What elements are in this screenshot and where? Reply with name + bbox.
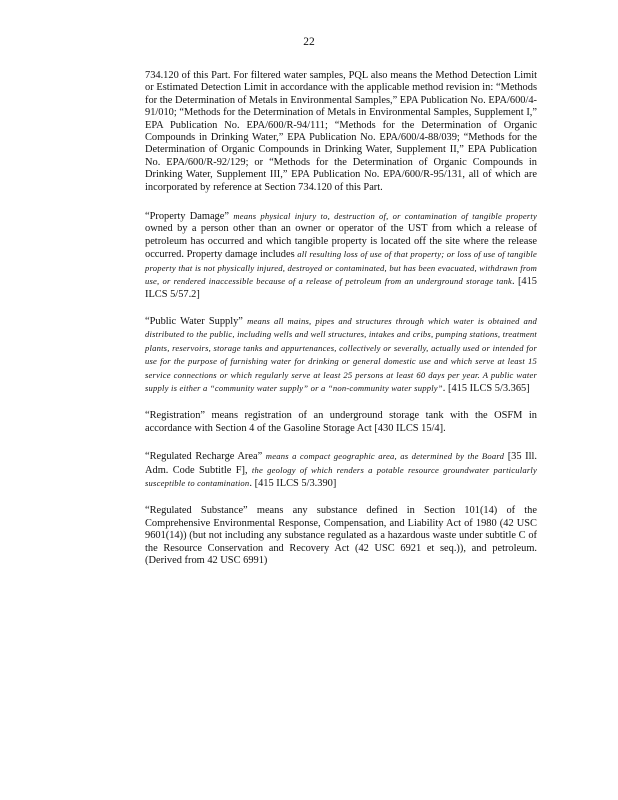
body-text: [35 Ill. Adm. Code Subtitle F],	[145, 451, 537, 476]
paragraph-registration	[145, 410, 537, 435]
statutory-italic-text: means physical injury to, destruction of, or contamination of tangible property	[233, 211, 537, 222]
paragraph-regulated-recharge-area	[145, 450, 537, 490]
statutory-italic-text: all resulting loss of use of that property; or loss of use of tangible property that is not physically injured, destroyed or contaminated, but has been evacuated, withdrawn from use, or rendered inaccessible because of a release of petroleum from an underground storage tank	[145, 249, 537, 287]
statutory-italic-text: the geology of which renders a potable resource groundwater particularly susceptible to contamination	[145, 464, 538, 488]
body-text: . [415 ILCS 5/3.390]	[249, 477, 337, 489]
body-text: “Registration” means registration of an underground storage tank with the OSFM in accordance with Section 4 of the Gasoline Storage Act [430 ILCS 15/4].	[145, 410, 537, 434]
page-number: 22	[303, 36, 315, 48]
body-text: . [415 ILCS 5/57.2]	[145, 276, 537, 300]
body-text: owned by a person other than an owner or operator of the UST from which a release of petroleum has occurred and which tangible property is located off the site where the release occurred. Property damage includes	[145, 223, 537, 261]
paragraph-regulated-substance	[145, 505, 537, 567]
body-text: “Property Damage”	[145, 211, 234, 223]
body-text: . [415 ILCS 5/3.365]	[442, 382, 530, 394]
body-text: “Regulated Substance” means any substance defined in Section 101(14) of the Comprehensive Environmental Response, Compensation, and Liability Act of 1980 (42 USC 9601(14)) (but not including any substance regulated as a hazardous waste under subtitle C of the Resource Conservation and Recovery Act (42 USC 6921 et seq.)), and petroleum. (Derived from 42 USC 6991)	[145, 505, 537, 566]
statutory-italic-text: means all mains, pipes and structures through which water is obtained and distributed to the public, including wells and well structures, intakes and cribs, pumping stations, treatment plants, reservoirs, storage tanks and appurtenances, collectively or severally, actually used or intended for use for the purpose of furnishing water for drinking or general domestic use and which serve at least 15 service connections or which regularly serve at least 25 persons at least 60 days per year. A public water supply is either a “community water supply” or a “non-community water supply”	[145, 315, 537, 393]
paragraph-public-water-supply	[145, 315, 537, 395]
document-body	[145, 70, 537, 580]
statutory-italic-text: means a compact geographic area, as determined by the Board	[265, 451, 505, 462]
paragraph-pql-continuation	[145, 70, 537, 194]
body-text: “Regulated Recharge Area”	[145, 451, 266, 463]
body-text: “Public Water Supply”	[145, 315, 248, 327]
body-text: 734.120 of this Part. For filtered water samples, PQL also means the Method Detection Limit or Estimated Detection Limit in accordance with the applicable method revision in: “Methods for the Determination of Metals in Environmental Samples,” EPA Publication No. EPA/600/4-91/010; “Methods for the Determination of Metals in Environmental Samples, Supplement I,” EPA Publication No. EPA/600/R-94/111; “Methods for the Determination of Organic Compounds in Drinking Water,” EPA Publication No. EPA/600/4-88/039; “Methods for the Determination of Organic Compounds in Drinking Water, Supplement II,” EPA Publication No. EPA/600/R-92/129; or “Methods for the Determination of Organic Compounds in Drinking Water, Supplement III,” EPA Publication No. EPA/600/R-95/131, all of which are incorporated by reference at Section 734.120 of this Part.	[145, 70, 538, 193]
paragraph-property-damage	[145, 210, 537, 301]
